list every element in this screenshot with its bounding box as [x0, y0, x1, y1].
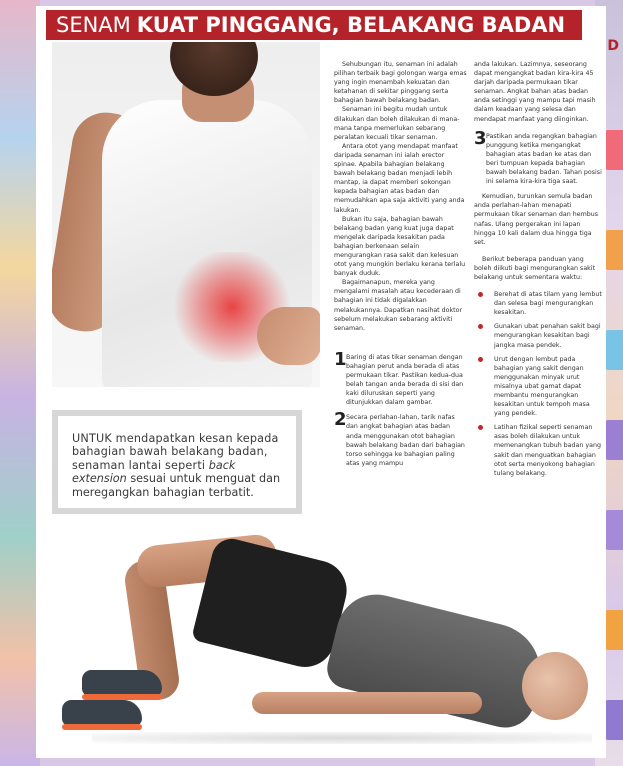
back-pain-photo	[52, 42, 320, 387]
step-text: Pastikan anda regangkan bahagian punggung ketika mengangkat bahagian atas badan ke atas dan beri tumpuan kepada bahagian bawah belakang badan. Tahan posisi ini selama kira-kira tiga saat.	[486, 132, 602, 186]
list-item	[474, 423, 602, 478]
section-tab-letter: D	[607, 38, 619, 54]
paragraph: Kemudian, turunkan semula badan anda perlahan-lahan menapati permukaan tikar senaman dan hembus nafas. Ulang pergerakan ini lapan hingga 10 kali dalam dua hingga tiga set.	[474, 193, 599, 246]
bullet-dot	[478, 425, 483, 430]
article-title-bar	[46, 10, 582, 40]
step-1	[334, 348, 467, 408]
photo-hand	[257, 307, 320, 365]
decorative-border-left	[0, 0, 40, 766]
step-number: 1	[334, 348, 347, 370]
intro-text-rest: sesuai untuk menguat dan meregangkan bahagian terbatit.	[72, 472, 281, 499]
text-column-1	[334, 60, 467, 474]
paragraph: Bukan itu saja, bahagian bawah belakang badan yang kuat juga dapat mengelak daripada kesakitan pada bahagian berkenaan selain mengurangkan rasa sakit dan kelesuan otot yang mungkin berlaku kerana terlalu banyak duduk.	[334, 215, 466, 278]
paragraph: anda lakukan. Lazimnya, seseorang dapat mengangkat badan kira-kira 45 darjah daripada permukaan tikar senaman. Angkat bahan atas badan anda setinggi yang mampu tapi masih dalam keadaan yang selesa dan mendapat manfaat yang diinginkan.	[474, 61, 596, 123]
photo-shoe	[62, 700, 142, 726]
paragraph: Sehubungan itu, senaman ini adalah pilihan terbaik bagi golongan warga emas yang ingin menambah kekuatan dan ketahanan di sekitar pinggang serta bahagian bawah belakang badan.	[334, 61, 467, 105]
bullet-dot	[478, 357, 483, 362]
step-number: 3	[474, 127, 487, 149]
bullet-dot	[478, 292, 483, 297]
step-text: Baring di atas tikar senaman dengan bahagian perut anda berada di atas permukaan tikar. Pastikan kedua-dua belah tangan anda berada di sisi dan kaki diluruskan seperti yang ditunjukkan dalam gambar.	[346, 353, 464, 407]
title-prefix: SENAM	[56, 13, 131, 37]
bullet-dot	[478, 324, 483, 329]
photo-shorts	[191, 535, 353, 674]
list-item	[474, 355, 602, 419]
intro-italic-term: back extension	[72, 458, 236, 486]
photo-arm	[252, 692, 482, 714]
intro-box	[52, 410, 302, 514]
title-main: KUAT PINGGANG, BELAKANG BADAN	[136, 13, 566, 37]
step-number: 2	[334, 409, 347, 431]
paragraph: Antara otot yang mendapat manfaat daripada senaman ini ialah erector spinae. Apabila bahagian belakang bawah belakang badan menjadi lebih mantap, ia dapat memberi sokongan kepada bahagian atas badan dan memudahkan apa saja aktiviti yang anda lakukan.	[334, 142, 465, 214]
photo-head	[522, 652, 588, 720]
step-text: Secara perlahan-lahan, tarik nafas dan angkat bahagian atas badan anda menggunakan otot bahagian bawah belakang badan dari bahagian torso sehingga ke bahagian paling atas yang mampu	[346, 414, 465, 467]
list-item	[474, 290, 602, 317]
text-column-2	[474, 60, 602, 483]
photo-shoe	[82, 670, 162, 696]
bullet-text: Latihan fizikal seperti senaman asas boleh dilakukan untuk memenangkan tubuh badan yang sakit dan menguatkan bahagian otot serta menyokong bahagian tulang belakang.	[494, 424, 601, 477]
list-item	[474, 322, 602, 349]
intro-text: UNTUK mendapatkan kesan kepada bahagian bawah belakang badan, senaman lantai seperti	[72, 432, 279, 472]
bridge-exercise-photo	[52, 520, 604, 756]
step-2	[334, 409, 467, 468]
bullet-text: Urut dengan lembut pada bahagian yang sakit dengan menggunakan minyak urut misalnya ubat gamat dapat membantu mengurangkan kesakitan untuk tempoh masa yang pendek.	[494, 355, 590, 418]
paragraph: Bagaimanapun, mereka yang mengalami masalah atau kecederaan di bahagian ini tidak digalakkan melakukannya. Dapatkan nasihat doktor sebelum melakukan sebarang aktiviti senaman.	[334, 279, 463, 332]
paragraph: Berikut beberapa panduan yang boleh diikuti bagi mengurangkan sakit belakang untuk sementara waktu:	[474, 255, 596, 281]
bullet-text: Berehat di atas tilam yang lembut dan selesa bagi mengurangkan kesakitan.	[494, 291, 602, 317]
photo-shadow	[92, 732, 592, 744]
step-3	[474, 127, 602, 187]
paragraph: Senaman ini begitu mudah untuk dilakukan dan boleh dilakukan di mana-mana tanpa memerlukan sebarang peralatan kecuali tikar senaman.	[334, 106, 460, 141]
bullet-text: Gunakan ubat penahan sakit bagi mengurangkan kesakitan bagi jangka masa pendek.	[494, 323, 601, 349]
